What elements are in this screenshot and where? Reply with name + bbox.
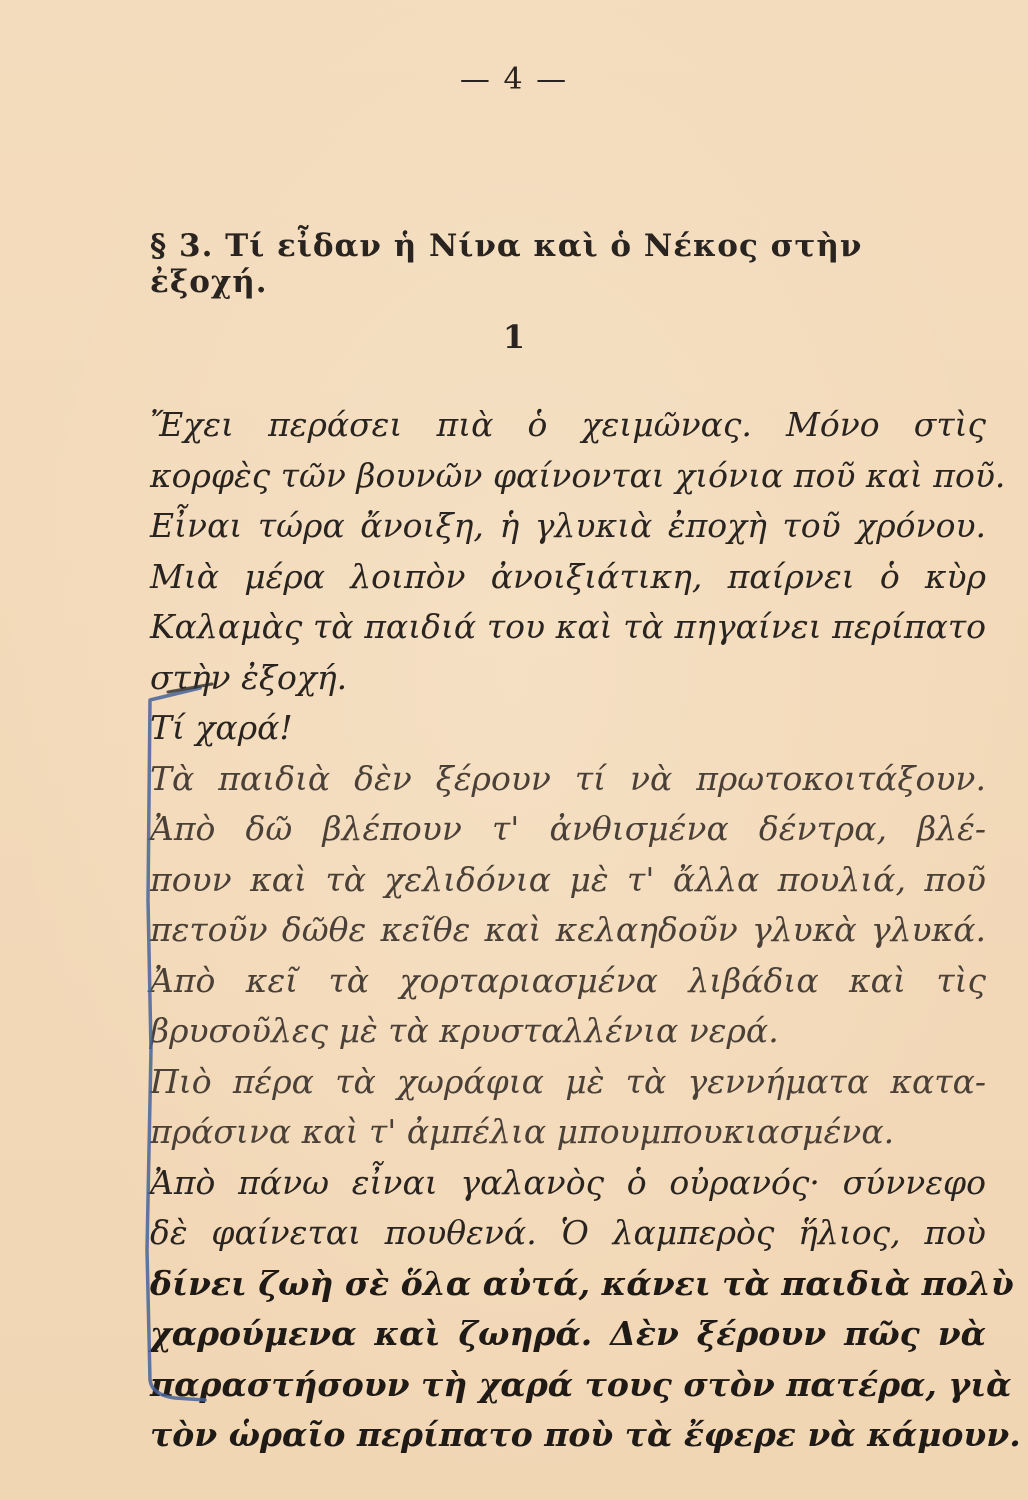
text-line: βρυσοῦλες μὲ τὰ κρυσταλλένια νερά. bbox=[150, 1011, 779, 1050]
text-line: δὲ φαίνεται πουθενά. Ὁ λαμπερὸς ἥλιος, ποὺ bbox=[150, 1213, 986, 1252]
text-line: Καλαμὰς τὰ παιδιά του καὶ τὰ πηγαίνει περίπατο bbox=[150, 607, 986, 646]
text-line: δίνει ζωὴ σὲ ὅλα αὐτά, κάνει τὰ παιδιὰ πολὺ bbox=[150, 1263, 1014, 1303]
text-line: Ἀπὸ δῶ βλέπουν τ' ἀνθισμένα δέντρα, βλέ- bbox=[150, 809, 986, 848]
section-heading: § 3. Τί εἶδαν ἡ Νίνα καὶ ὁ Νέκος στὴν ἐξοχή. bbox=[150, 228, 863, 300]
text-line: παραστήσουν τὴ χαρά τους στὸν πατέρα, γιὰ bbox=[150, 1364, 1012, 1404]
text-line: Ἀπὸ πάνω εἶναι γαλανὸς ὁ οὐρανός· σύννεφο bbox=[150, 1162, 986, 1202]
text-line: Τὰ παιδιὰ δὲν ξέρουν τί νὰ πρωτοκοιτάξουν. bbox=[150, 758, 986, 798]
body-text bbox=[150, 400, 1021, 1461]
text-line: Πιὸ πέρα τὰ χωράφια μὲ τὰ γεννήματα κατα- bbox=[150, 1061, 986, 1101]
text-line: Τί χαρά! bbox=[150, 708, 293, 747]
text-line: πετοῦν δῶθε κεῖθε καὶ κελαηδοῦν γλυκὰ γλυκά. bbox=[150, 910, 986, 949]
text-line: χαρούμενα καὶ ζωηρά. Δὲν ξέρουν πῶς νὰ bbox=[150, 1314, 986, 1353]
text-line: Εἶναι τώρα ἄνοιξη, ἡ γλυκιὰ ἐποχὴ τοῦ χρόνου. bbox=[150, 506, 986, 545]
text-line: Ἔχει περάσει πιὰ ὁ χειμῶνας. Μόνο στὶς bbox=[150, 405, 986, 444]
part-number: 1 bbox=[502, 318, 526, 356]
text-line: Μιὰ μέρα λοιπὸν ἀνοιξιάτικη, παίρνει ὁ κὺρ bbox=[150, 556, 986, 596]
text-line: πράσινα καὶ τ' ἀμπέλια μπουμπουκιασμένα. bbox=[150, 1112, 895, 1151]
text-line: Ἀπὸ κεῖ τὰ χορταριασμένα λιβάδια καὶ τὶς bbox=[150, 960, 986, 1000]
text-line: πουν καὶ τὰ χελιδόνια μὲ τ' ἄλλα πουλιά, ποῦ bbox=[150, 859, 986, 899]
text-line: στὴν ἐξοχή. bbox=[150, 657, 348, 697]
page-number: — 4 — bbox=[459, 62, 569, 97]
text-line: κορφὲς τῶν βουνῶν φαίνονται χιόνια ποῦ καὶ ποῦ. bbox=[150, 455, 1006, 495]
text-line: τὸν ὡραῖο περίπατο ποὺ τὰ ἔφερε νὰ κάμουν. bbox=[150, 1415, 1021, 1454]
